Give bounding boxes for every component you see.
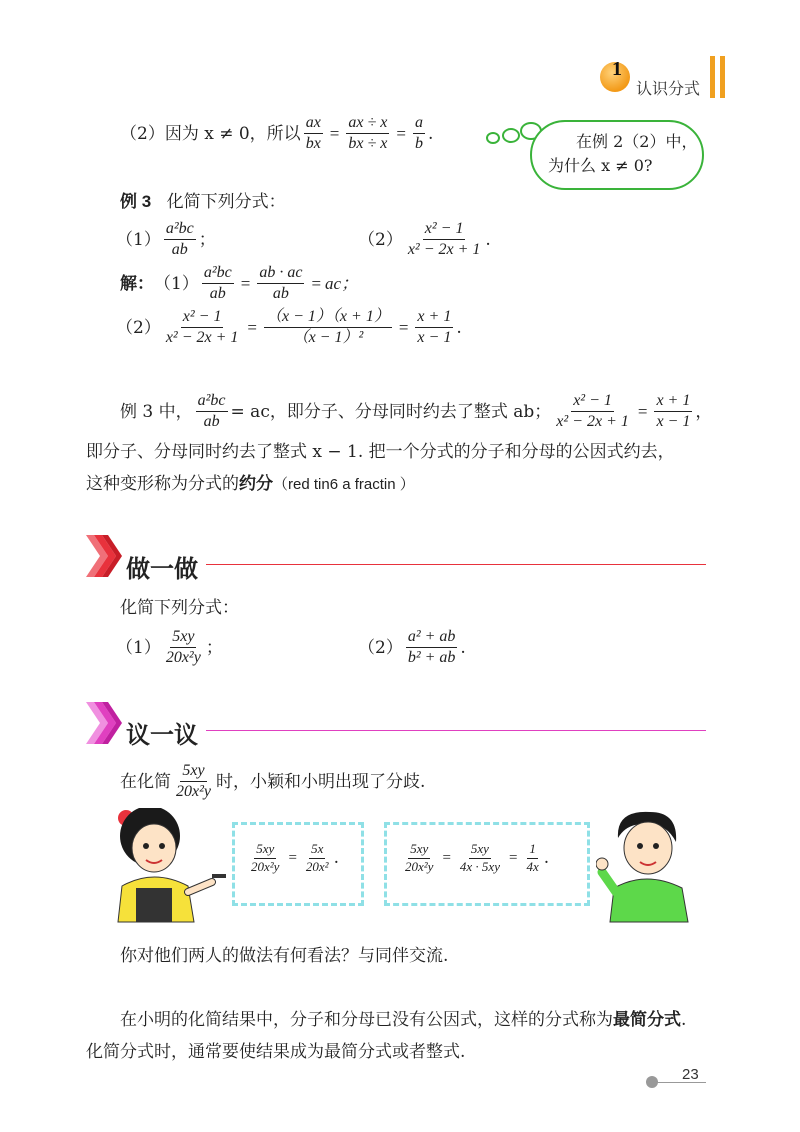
equals-sign: = [247, 317, 258, 337]
text: 这种变形称为分式的 [86, 474, 239, 494]
denominator: bx ÷ x [348, 135, 388, 153]
fraction [304, 114, 323, 154]
fraction [257, 264, 304, 304]
fraction [554, 392, 631, 432]
conclusion-line-1 [120, 1010, 686, 1030]
period: . [427, 123, 434, 144]
denominator: b [414, 135, 423, 153]
denominator: 20x² [305, 858, 329, 874]
denominator: ab [171, 241, 188, 259]
text: 例 3 中， [120, 401, 193, 422]
example3-task: 化简下列分式： [166, 192, 286, 212]
period: . [460, 637, 466, 658]
example2-part2-line [120, 114, 433, 154]
page-number: 23 [682, 1066, 699, 1083]
denominator: 20x²y [176, 783, 211, 801]
cloud-line-2: 为什么 x ≠ 0? [548, 156, 653, 175]
denominator: b² + ab [407, 649, 456, 667]
term-simplest-fraction: 最简分式 [613, 1010, 681, 1030]
problem-label: （1） [116, 637, 161, 658]
denominator: 4x · 5xy [459, 858, 500, 874]
example3-problem-2 [358, 220, 491, 260]
fraction [304, 842, 331, 875]
period: . [543, 848, 550, 869]
fraction [174, 762, 213, 802]
semicolon: ； [205, 637, 223, 658]
cloud-bubble-medium [502, 128, 520, 143]
fraction [264, 308, 392, 348]
period: . [333, 848, 339, 869]
semicolon: ； [198, 229, 216, 250]
numerator: 5xy [469, 842, 491, 859]
denominator: 20x²y [251, 858, 280, 874]
problem-label: （2） [358, 637, 403, 658]
equals-sign: = [398, 317, 409, 337]
denominator: ab [209, 285, 226, 303]
english-term: （red tin6 a fractin ） [273, 476, 415, 493]
term-yuefen: 约分 [239, 474, 273, 494]
fraction [249, 842, 281, 875]
section-title-zuoyizuo: 做一做 [126, 555, 198, 583]
denominator: x² − 2x + 1 [556, 413, 629, 431]
numerator: a [413, 114, 425, 134]
fraction [524, 842, 540, 875]
equals-sign: = [396, 123, 406, 143]
fraction [406, 628, 458, 668]
denominator: ab [272, 285, 289, 303]
section-divider [206, 730, 706, 731]
text: 在化简 [120, 771, 171, 792]
equals-sign: = [637, 401, 648, 421]
numerator: x + 1 [415, 308, 453, 328]
denominator: x² − 2x + 1 [165, 329, 239, 347]
problem-label: （1） [154, 273, 199, 294]
denominator: 20x²y [165, 649, 201, 667]
fraction [406, 220, 483, 260]
numerator: a²bc [196, 392, 228, 412]
solution-line-1 [120, 264, 358, 304]
numerator: 5xy [254, 842, 276, 859]
fraction [403, 842, 435, 875]
numerator: ax [304, 114, 323, 134]
yi-line-1 [120, 762, 425, 802]
fraction [346, 114, 389, 154]
period: . [681, 1010, 687, 1030]
zuo-task: 化简下列分式： [120, 598, 239, 618]
red-chevron-icon [84, 533, 124, 579]
numerator: 1 [527, 842, 538, 859]
fraction [654, 392, 692, 432]
example3-heading [120, 192, 286, 212]
solution-line-2 [116, 308, 462, 348]
equals-sign: = [288, 850, 297, 867]
paragraph-line-1 [120, 392, 712, 432]
text: ， [695, 401, 713, 422]
example3-title: 例 3 [120, 192, 152, 211]
text: 在小明的化简结果中，分子和分母已没有公因式，这样的分式称为 [120, 1010, 613, 1030]
text: 时，小颖和小明出现了分歧. [216, 771, 426, 792]
fraction [164, 628, 203, 668]
problem-label: （2） [358, 229, 403, 250]
discussion-question: 你对他们两人的做法有何看法？与同伴交流. [120, 946, 449, 966]
problem-label: （2） [116, 317, 161, 338]
ex2-prefix: （2）因为 x ≠ 0，所以 [120, 123, 301, 144]
solution-label: 解： [120, 273, 154, 293]
denominator: 20x²y [405, 858, 434, 874]
paragraph-line-3 [86, 474, 415, 494]
section-title-yiyiyi: 议一议 [126, 721, 198, 749]
fraction [413, 114, 425, 154]
denominator: 4x [526, 858, 539, 874]
numerator: ab · ac [257, 264, 304, 284]
numerator: x² − 1 [423, 220, 466, 240]
zuo-problem-1 [116, 628, 223, 668]
denominator: （x − 1）² [292, 329, 364, 347]
fraction [164, 220, 196, 260]
chapter-title: 认识分式 [636, 79, 701, 98]
numerator: a²bc [202, 264, 234, 284]
numerator: 5x [309, 842, 325, 859]
thought-cloud [530, 120, 704, 190]
section-divider [206, 564, 706, 565]
zuo-problem-2 [358, 628, 466, 668]
period: . [456, 317, 462, 338]
denominator: ab [203, 413, 220, 431]
denominator: x − 1 [417, 329, 452, 347]
cloud-bubble-small [486, 132, 500, 144]
numerator: ax ÷ x [346, 114, 389, 134]
denominator: bx [305, 135, 321, 153]
equals-sign: = [311, 273, 322, 293]
equals-sign: = [508, 850, 518, 867]
equals-sign: = [240, 273, 251, 293]
cloud-line-1: 在例 2（2）中， [576, 132, 698, 151]
fraction [202, 264, 234, 304]
numerator: x² − 1 [181, 308, 224, 328]
fraction [415, 308, 453, 348]
numerator: （x − 1）（x + 1） [264, 308, 392, 328]
text: = ac，即分子、分母同时约去了整式 ab； [230, 401, 552, 422]
equals-sign: = [442, 850, 451, 867]
girl-xiaoying-illustration [108, 808, 230, 928]
chapter-number: 1 [612, 58, 622, 80]
paragraph-line-2: 即分子、分母同时约去了整式 x − 1. 把一个分式的分子和分母的公因式约去， [86, 442, 675, 462]
magenta-chevron-icon [84, 700, 124, 746]
equals-sign: = [329, 123, 340, 143]
xiaoying-solution [246, 842, 339, 875]
numerator: x + 1 [654, 392, 692, 412]
numerator: 5xy [180, 762, 206, 782]
denominator: x − 1 [656, 413, 691, 431]
problem-label: （1） [116, 229, 161, 250]
numerator: 5xy [408, 842, 430, 859]
numerator: x² − 1 [571, 392, 614, 412]
example3-problem-1 [116, 220, 216, 260]
fraction [196, 392, 228, 432]
boy-xiaoming-illustration [596, 808, 696, 926]
numerator: a² + ab [406, 628, 458, 648]
numerator: a²bc [164, 220, 196, 240]
numerator: 5xy [170, 628, 196, 648]
fraction [164, 308, 241, 348]
conclusion-line-2: 化简分式时，通常要使结果成为最简分式或者整式. [86, 1042, 466, 1062]
period: . [485, 229, 491, 250]
denominator: x² − 2x + 1 [407, 241, 481, 259]
fraction [458, 842, 502, 875]
xiaoming-solution [400, 842, 549, 875]
result: ac； [325, 273, 359, 293]
